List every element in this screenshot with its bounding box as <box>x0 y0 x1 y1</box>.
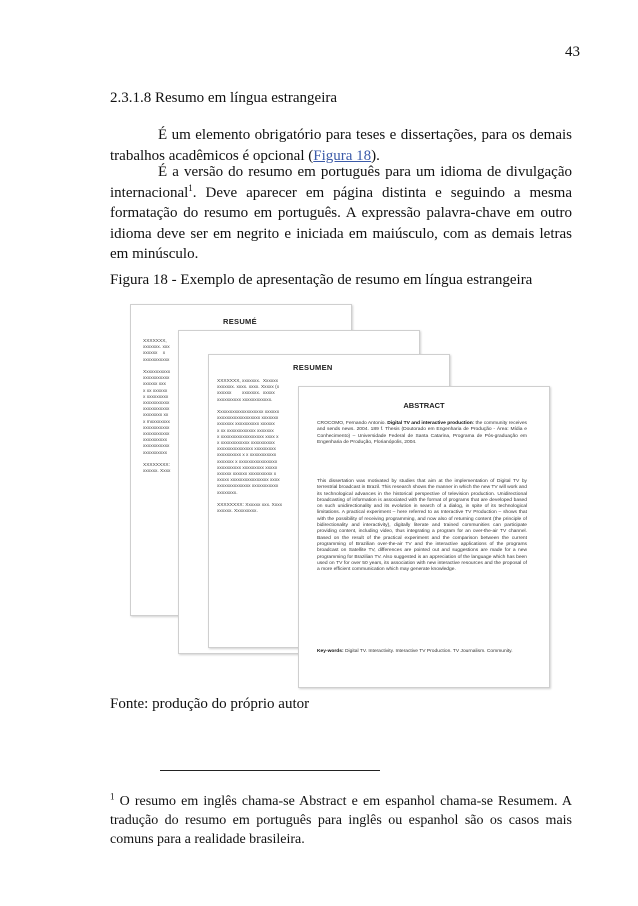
figure-image <box>130 296 550 694</box>
filler-text: XXXXXXX, xxxxxxx. Xxxxxx xxxxxxx. xxxx. xxxx. Xxxxx (x xxxxxx xxxxxxx. xxxxx xxxxxxxxxx xxxxxxxxxxxx. Xxxxxxxxxxxxxxxxxxx xxxxxx xxxxxxxxxxxxxxxxxx xxxxxxx xxxxxxx xxxxxxxxxx xxxxxx x xx xxxxxxxxxxxx xxxxxxx x xxxxxxxxxxxxxxxxxx xxxx x x xxxxxxxxxxxx xxxxxxxxxx xxxxxxxxxxxxxxx xxxxxxxxx xxxxxxxxxx x x xxxxxxxxxxx xxxxxxx x xxxxxxxxxxxxxxxx xxxxxxxxxx xxxxxxxxx xxxxx xxxxxx xxxxxx xxxxxxxxxx x xxxxx xxxxxxxxxxxxxxxx xxxx xxxxxxxxxxxxxx xxxxxxxxxxx xxxxxxxx. XXXXXXXX: Xxxxxx xxx. Xxxx xxxxxx. Xxxxxxxxx. <box>217 379 283 515</box>
page-number: 43 <box>565 44 580 60</box>
section-heading: 2.3.1.8 Resumo em língua estrangeira <box>110 90 338 106</box>
footnote <box>110 792 572 849</box>
paragraph-text: . Deve aparecer em página distinta e seguindo a mesma formatação do resumo em português. A expressão palavra-chave em outro idioma deve ser em negrito e iniciada em maiúsculo, com as demais letras em minúsculo. <box>110 184 572 262</box>
filler-text: XXXXXXX, xxxxxxx. xxx xxxxxx x xxxxxxxxxxx Xxxxxxxxxxx xxxxxxxxxxx xxxxxx xxx x xx xxxxxx x xxxxxxxxx xxxxxxxxxxx xxxxxxxxxxx xxxxxxxx xx x mxxxxxxxx xxxxxxxxxxx xxxxxxxxxxx xxxxxxxxxx xxxxxxxxxxx xxxxxxxxxx XXXXXXXX: xxxxxx. Xxxx <box>143 339 171 475</box>
abstract-body: This dissertation was motivated by studies that aim at the implementation of Digital TV by terrestrial broadcast in Brazil. This research shows the manner in which the new TV will work and its technological advances in the historical perspective of television production. Unidirectional broadcasting of information is associated with the format of programs that are developed based on such unidirectionality and its evolution in search of a dialog, in spite of its technological limitations. A practical experiment – here referred to as Interactive TV Production – shows that with the possibility of receiving programming, and now also of returning content (the principle of bidirectionality and interactivity), digitally literate and trained communities can participate providing content, including video, thus integrating a program for an over-the-air TV channel. Based on the result of the practical experiment and the comparison between the current programming of Brazilian over-the-air TV and the interactive applications of the programs broadcast on Satellite TV, differences are pointed out and suggestions are made for a new programming for Brazilian TV. Also suggested is an appreciation of the language which has been used on TV for over 50 years, its association with new interactive resources and the proposal of a more efficient communication which may generate knowledge. <box>317 479 527 573</box>
figure-18-link[interactable]: Figura 18 <box>313 147 372 164</box>
resume-title: RESUMÉ <box>223 317 257 326</box>
paragraph-text: É um elemento obrigatório para teses e dissertações, para os demais trabalhos acadêmicos é opcional ( <box>110 127 572 164</box>
figure-source: Fonte: produção do próprio autor <box>110 696 310 712</box>
abstract-title: ABSTRACT <box>403 401 445 410</box>
figure-caption: Figura 18 - Exemplo de apresentação de resumo em língua estrangeira <box>110 272 533 288</box>
abstract-sheet <box>298 386 550 688</box>
resumen-title: RESUMEN <box>293 363 333 372</box>
paragraph-required <box>110 125 572 166</box>
abstract-keywords-label: Key-words: <box>317 649 344 654</box>
paragraph-text: ). <box>371 147 380 164</box>
paragraph-text: É a versão do resumo em português para um idioma de divulgação internacional <box>110 164 572 201</box>
footnote-mark: 1 <box>188 182 193 193</box>
abstract-reference-bold: Digital TV and interactive production <box>387 421 473 426</box>
footnote-number: 1 <box>110 791 115 802</box>
footnote-text: O resumo em inglês chama-se Abstract e em espanhol chama-se Resumem. A tradução do resumo em português para inglês ou espanhol são os casos mais comuns para a realidade brasileira. <box>110 794 572 847</box>
abstract-reference <box>317 421 527 446</box>
abstract-reference-rest: : the community receives and sends news. 2004. 189 f. Thesis (Doutorado em Engenharia de Produção - Área: Mídia e Conhecimento) – Universidade Federal de Santa Catarina, Programa de Pós-graduação em Engenharia de Produção, Florianópolis, 2004. <box>317 421 527 445</box>
abstract-keywords <box>317 649 527 655</box>
footnote-divider <box>160 770 380 771</box>
abstract-keywords-text: Digital TV. Interactivity. Interactive TV Production. TV Journalism. Community. <box>343 649 513 654</box>
paragraph-version <box>110 162 572 265</box>
abstract-reference-plain: CROCOMO, Fernando Antonio. <box>317 421 388 426</box>
